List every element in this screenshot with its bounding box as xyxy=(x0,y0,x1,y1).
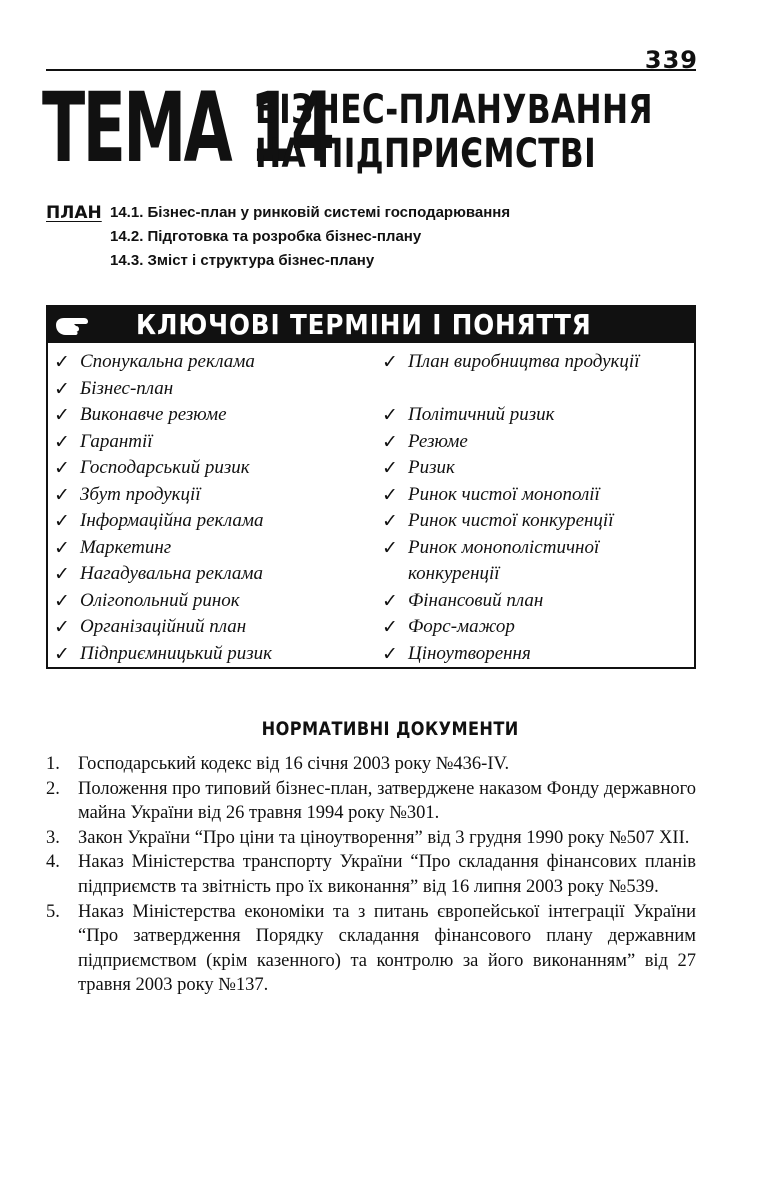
check-icon: ✓ xyxy=(54,536,70,559)
key-terms-right-column xyxy=(382,349,658,667)
term-item: ✓ Ціноутворення xyxy=(382,641,658,668)
check-icon: ✓ xyxy=(54,457,70,479)
key-terms-header xyxy=(48,307,694,343)
page-number: 339 xyxy=(644,46,698,74)
plan-item: 14.3. Зміст і структура бізнес-плану xyxy=(110,252,375,269)
term-item: ✓ Ринок монополістичної конкуренції xyxy=(382,535,658,588)
topic-title-line-2: НА ПІДПРИЄМСТВІ xyxy=(255,131,597,177)
document-item: 2. Положення про типовий бізнес-план, затверджене наказом Фонду державного майна України від 26 травня 1994 року №301. xyxy=(46,778,696,824)
check-icon: ✓ xyxy=(54,563,70,585)
check-icon: ✓ xyxy=(382,404,398,426)
check-icon: ✓ xyxy=(54,404,70,426)
term-item: ✓ Господарський ризик xyxy=(54,455,272,482)
term-item: ✓ Резюме xyxy=(382,429,658,456)
topic-label: ТЕМА 14 xyxy=(42,72,333,184)
term-item: ✓ Бізнес-план xyxy=(54,376,272,403)
term-item: ✓ Спонукальна реклама xyxy=(54,349,272,376)
term-item: ✓ Нагадувальна реклама xyxy=(54,561,272,588)
plan-label: ПЛАН xyxy=(46,203,102,223)
key-terms-title: КЛЮЧОВІ ТЕРМІНИ І ПОНЯТТЯ xyxy=(136,308,592,341)
term-item: ✓ Фінансовий план xyxy=(382,588,658,615)
plan-item: 14.2. Підготовка та розробка бізнес-плану xyxy=(110,228,422,245)
check-icon: ✓ xyxy=(382,536,398,559)
term-item: ✓ Збут продукції xyxy=(54,482,272,509)
document-item: 5. Наказ Міністерства економіки та з питань європейської інтеграції України “Про затвердження Порядку складання фінансового плану державним підприємством (крім казенного) та контролю за його виконанням” від 27 травня 2003 року №137. xyxy=(46,901,696,996)
check-icon: ✓ xyxy=(382,483,398,506)
check-icon: ✓ xyxy=(382,510,398,532)
check-icon: ✓ xyxy=(54,377,70,400)
key-terms-left-column xyxy=(54,349,272,667)
term-item: ✓ Підприємницький ризик xyxy=(54,641,272,668)
plan-list xyxy=(110,203,510,275)
term-item: ✓ Виконавче резюме xyxy=(54,402,272,429)
document-item: 1. Господарський кодекс від 16 січня 2003 року №436-IV. xyxy=(46,754,510,774)
term-item: ✓ План виробництва продукції xyxy=(382,349,658,402)
check-icon: ✓ xyxy=(54,642,70,665)
check-icon: ✓ xyxy=(54,589,70,612)
topic-title-line-1: БІЗНЕС-ПЛАНУВАННЯ xyxy=(255,87,653,133)
documents-list xyxy=(46,752,696,998)
pointing-hand-icon xyxy=(54,311,96,339)
document-item: 3. Закон України “Про ціни та ціноутворення” від 3 грудня 1990 року №507 XII. xyxy=(46,827,690,848)
documents-title: НОРМАТИВНІ ДОКУМЕНТИ xyxy=(261,718,519,740)
header-rule xyxy=(46,69,696,71)
check-icon: ✓ xyxy=(382,457,398,479)
term-item: ✓ Форс-мажор xyxy=(382,614,658,641)
check-icon: ✓ xyxy=(382,351,398,373)
check-icon: ✓ xyxy=(382,642,398,665)
check-icon: ✓ xyxy=(382,589,398,612)
check-icon: ✓ xyxy=(382,430,398,453)
term-item: ✓ Ризик xyxy=(382,455,658,482)
check-icon: ✓ xyxy=(54,510,70,532)
term-item: ✓ Організаційний план xyxy=(54,614,272,641)
term-item: ✓ Інформаційна реклама xyxy=(54,508,272,535)
check-icon: ✓ xyxy=(54,616,70,638)
document-item: 4. Наказ Міністерства транспорту України “Про складання фінансових планів підприємств та звітність про їх виконання” від 16 липня 2003 року №539. xyxy=(46,852,696,897)
check-icon: ✓ xyxy=(54,430,70,453)
term-item: ✓ Ринок чистої конкуренції xyxy=(382,508,658,535)
plan-item: 14.1. Бізнес-план у ринковій системі господарювання xyxy=(110,204,511,221)
term-item: ✓ Політичний ризик xyxy=(382,402,658,429)
term-item: ✓ Гарантії xyxy=(54,429,272,456)
topic-title xyxy=(255,88,653,176)
check-icon: ✓ xyxy=(54,351,70,373)
term-item: ✓ Ринок чистої монополії xyxy=(382,482,658,509)
check-icon: ✓ xyxy=(54,483,70,506)
check-icon: ✓ xyxy=(382,616,398,638)
term-item: ✓ Маркетинг xyxy=(54,535,272,562)
key-terms-box xyxy=(46,305,696,669)
term-item: ✓ Олігопольний ринок xyxy=(54,588,272,615)
